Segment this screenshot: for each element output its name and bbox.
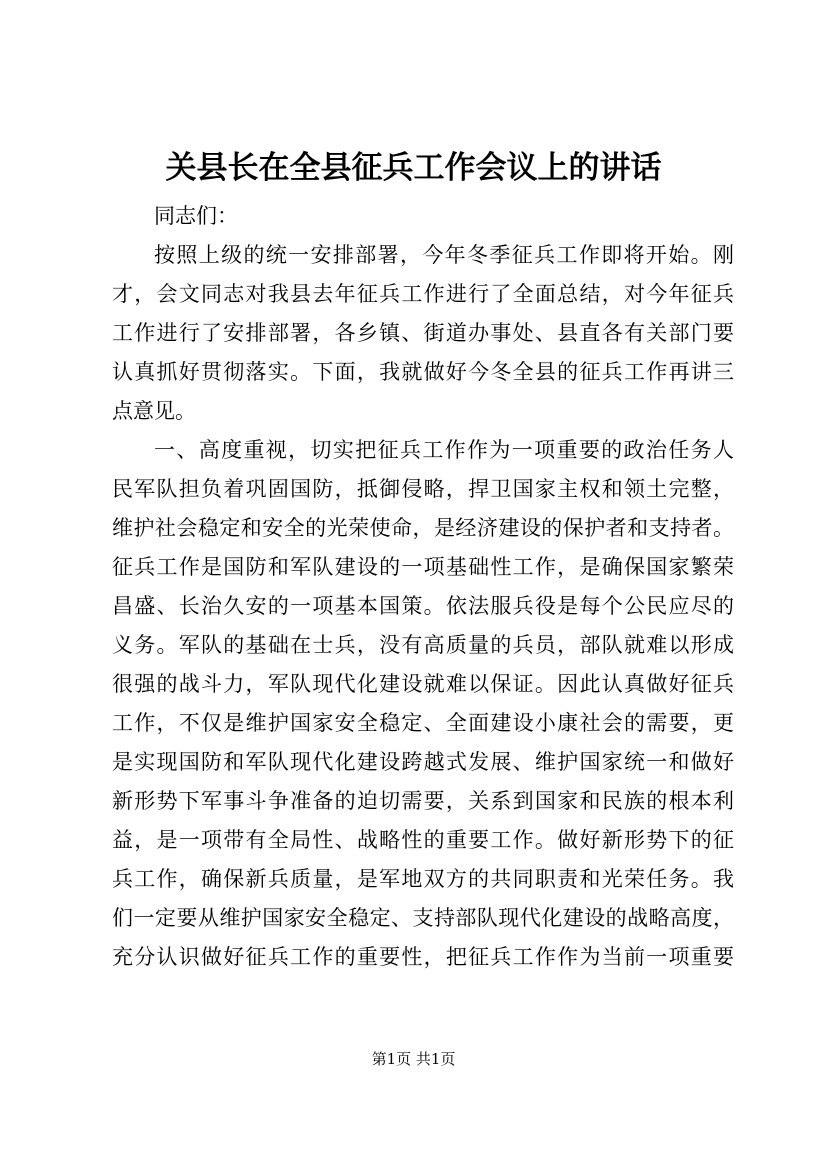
greeting-line: 同志们：	[154, 204, 238, 228]
text-line: 点意见。	[112, 399, 196, 423]
text-line: 兵工作，确保新兵质量，是军地双方的共同职责和光荣任务。我	[112, 867, 734, 891]
text-line: 昌盛、长治久安的一项基本国策。依法服兵役是每个公民应尽的	[112, 594, 734, 618]
text-line: 认真抓好贯彻落实。下面，我就做好今冬全县的征兵工作再讲三	[112, 360, 734, 384]
text-line: 义务。军队的基础在士兵，没有高质量的兵员，部队就难以形成	[112, 633, 734, 657]
document-title: 关县长在全县征兵工作会议上的讲话	[165, 150, 662, 186]
text-line: 新形势下军事斗争准备的迫切需要，关系到国家和民族的根本利	[112, 789, 734, 813]
text-line: 民军队担负着巩固国防，抵御侵略，捍卫国家主权和领土完整，	[112, 477, 734, 501]
page-footer: 第1页 共1页	[371, 1050, 456, 1068]
text-line: 很强的战斗力，军队现代化建设就难以保证。因此认真做好征兵	[112, 672, 734, 696]
text-line: 充分认识做好征兵工作的重要性，把征兵工作作为当前一项重要	[112, 945, 734, 969]
text-line: 是实现国防和军队现代化建设跨越式发展、维护国家统一和做好	[112, 750, 734, 774]
text-line: 按照上级的统一安排部署，今年冬季征兵工作即将开始。刚	[154, 243, 734, 267]
text-line: 益，是一项带有全局性、战略性的重要工作。做好新形势下的征	[112, 828, 734, 852]
document-body	[112, 197, 734, 977]
text-line: 征兵工作是国防和军队建设的一项基础性工作，是确保国家繁荣	[112, 555, 734, 579]
text-line: 一、高度重视，切实把征兵工作作为一项重要的政治任务人	[154, 438, 734, 462]
text-line: 们一定要从维护国家安全稳定、支持部队现代化建设的战略高度，	[112, 906, 734, 930]
text-line: 维护社会稳定和安全的光荣使命，是经济建设的保护者和支持者。	[112, 516, 734, 540]
text-line: 才，会文同志对我县去年征兵工作进行了全面总结，对今年征兵	[112, 282, 734, 306]
text-line: 工作进行了安排部署，各乡镇、街道办事处、县直各有关部门要	[112, 321, 734, 345]
text-line: 工作，不仅是维护国家安全稳定、全面建设小康社会的需要，更	[112, 711, 734, 735]
